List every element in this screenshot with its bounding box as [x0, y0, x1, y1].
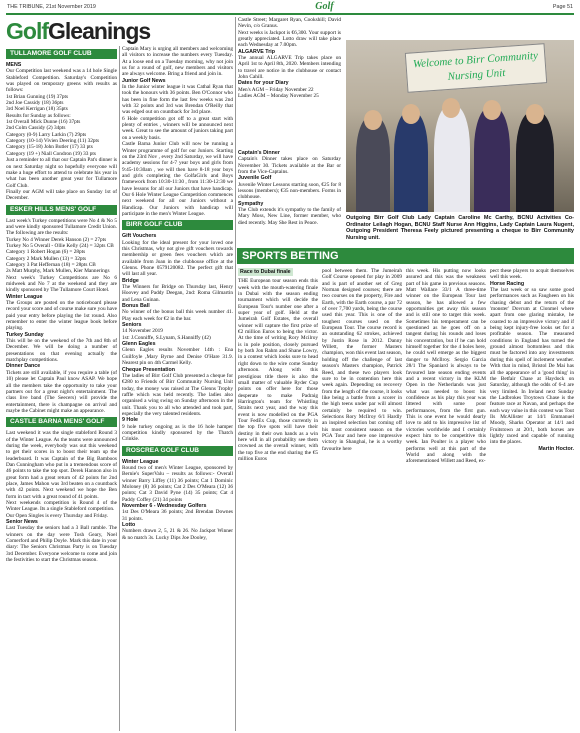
birr-band: BIRR GOLF CLUB: [122, 220, 233, 230]
paragraph: Category (0-9) Larry Larkin (7) 29pts: [6, 131, 87, 138]
subhead: Juvenile Golf: [238, 175, 272, 182]
paragraph: 1st Brian Gunning (19) 37pts: [6, 93, 69, 100]
sports-col-4: [490, 268, 574, 731]
paragraph: Last weekend it was the single stableford Round 3 of the Winter League. As the teams were announced during the week, everybody was out this weekend to get their scores in to boost their team up the leaderboard. It was Captain of the Big Bamboos Dan Cunningham who put in a tremendous score of 46 points to take the top spot. Derek Hannon also in great form had a great return of 42 points for 2nd place, James Mahon was 3rd beaten on a countback with 42 points. Next weekend we hope the Ben form in tact with a great round of 41 points.: [6, 430, 117, 500]
page-title: GolfGleanings: [6, 18, 151, 44]
paragraph: Category (19 +) Niall Condron (19) 33 pts: [6, 150, 96, 157]
paragraph: pool between them. The Jumeirah Golf Course opened for play in 2009 and is part of another set of Greg Norman designed courses; there are two courses on the property, Fire and Earth, with the Earth course, a par 72 of over 7,700 yards, being the course used this year. This is one of the toughest courses used on the European Tour. The course record is an outstanding 62 strokes, achieved by Justin Rose in 2012. Danny Willett, the former Masters champion, won this event last season, holding off the challenge of last season's Masters champion, Patrick Reed, and these two players look sure to be in contention here this week again. Depending on recovery from the length of the course, it looks like being a battle from a scorer in the high teens under par will almost certainly be required to win. Selections Rory McIlroy 6/1 Hardly an inspired selection but coming off his most consistent season on the PGA Tour and here one impressive victory in Shanghai, he is a worthy favourite here: [322, 268, 402, 452]
paragraph: Category 2 Mark Mullen (13) = 32pts: [6, 255, 87, 262]
subhead: Gift Vouchers: [122, 233, 157, 240]
paragraph: 1st: J.Conniffe, S.Lynam, S.Hanniffy (42): [122, 334, 211, 341]
page-header: [0, 0, 580, 13]
sports-col-1: [238, 268, 318, 731]
paragraph: pect these players to acquit themselves well this week.: [490, 268, 574, 281]
subhead: Winter League: [122, 458, 159, 465]
header-rule: [6, 13, 574, 15]
subhead: 9 Hole: [122, 417, 138, 424]
roscrea-band: ROSCREA GOLF CLUB: [122, 446, 233, 456]
column-1: [6, 46, 117, 731]
paragraph: Castle Barna Junior Club will now be running a Winter programme of golf for our Juniors. Starting on the 23rd Nov , every 2nd Saturday, we will have academy sessions for 4-7 year boys and girls from 9:45-10:30am , we will then have 8-18 year boys and girls completing the GolfaGirls and Boys framework from 10:30-11:30 , from 11:30-12:30 we have lessons for all our Juniors that have handicap. Our 6 Hole Winter League Competition commences next weekend for all our Juniors without a Handicap. Our Juniors with handicap will participate in the men's Winter League.: [122, 141, 233, 217]
sports-col-3: [406, 268, 486, 731]
subhead: November 6 - Wednesday Golfers: [122, 503, 207, 510]
subhead: Junior Golf News: [122, 77, 166, 84]
paragraph: Just a reminder to all that our Captain Pat's dinner is on next Saturday night so hopefully everyone will make a huge effort to attend to celebrate his year in what has been another great year for Tullamore Golf Club.: [6, 157, 117, 189]
paragraph: Round two of men's Winter League, sponsored by Bernie's SuperValu – results as follows:- Overall winner Barry Liffey (11) 36 points; Cat 1 Dominic Moloney (8) 36 points; Cat 2 Des O'Meara (12) 36 points; Cat 3 David Pyne (14) 35 points; Cat 4 Paddy Coffey (21) 34 points: [122, 464, 233, 503]
paragraph: 2nd Joe Cassidy (18) 36pts: [6, 100, 64, 107]
paragraph: 2s Matt Murphy, Mark Mullen, Kier Mannerings: [6, 268, 110, 275]
subhead: Senior News: [6, 519, 38, 526]
header-left: THE TRIBUNE, 21st November 2019: [7, 3, 96, 10]
photo-banner: Welcome to Birr Community Nursing Unit: [405, 43, 547, 93]
paragraph: Next weeks is Jackpot is €6,300. Your support is greatly appreciated. Lotto draw will take place each Wednesday at 7.00pm.: [238, 29, 341, 49]
subhead: Glenn Eagles: [122, 341, 156, 348]
author-byline: Martin Hoctor.: [538, 445, 574, 452]
paragraph: Glenn Eagles results November 14th : Ena Guilfoyle ,Mary Byrne and Denise O'Hare 31.9. Nearest pin on 4th Carmel Kelly.: [122, 347, 233, 367]
subhead: Dates for your Diary: [238, 80, 289, 87]
photo-caption: Outgoing Birr Golf Club Lady Captain Caroline Mc Carthy, BCNU Activities Co-Ordinator Leilagh Hogan, BCNU Staff Nurse Ann Higgins, Lady Captain Laura Nugent, Outgoing President Theresa Feely pictured presenting a cheque to Birr Community Nursing unit.: [346, 215, 574, 241]
column-4-text: [346, 17, 574, 39]
section-name: Golf: [315, 1, 334, 12]
paragraph: Next week's Turkey Competitions are No 6 midweek and No 7 at the weekend and they are kindly sponsored by The Tullamore Court Hotel.: [6, 274, 117, 294]
paragraph: 6 Hole competition got off to a great start with plenty of entries , winners will be announced next week. Great to see the amount of juniors taking part on a weekly basis.: [122, 115, 233, 141]
tullamore-band: TULLAMORE GOLF CLUB: [6, 49, 117, 59]
paragraph: 14 November 2019: [122, 328, 163, 335]
subhead: Race to Dubai finale: [240, 269, 291, 275]
paragraph: Looking for the ideal present for your loved one this Christmas, why not give gift vouchers towards membership or green fees vouchers which are available from Joan in the clubhouse office at the Glenns. Phone 0579120082. The perfect gift that will last all year.: [122, 239, 233, 278]
paragraph: The ladies of Birr Golf Club presented a cheque for €280 to Friends of Birr Community Nursing Unit today, the money was raised at The Glenns Trophy raffle which was held recently. The ladies also organised a wing swing on Sunday afternoon in the unit. Thank you to all who attended and took part, especially the very talented residents.: [122, 372, 233, 417]
sports-col-2: [322, 268, 402, 731]
esker-body: [6, 218, 117, 294]
paragraph: Men's AGM – Friday November 22: [238, 86, 314, 93]
paragraph: In the Junior winter league it was Cathal Ryan that took the honours with 36 points. Ben O'Connor who has been in fine form the last few weeks was 2nd with 32 points and 3rd was Brendan O'Reilly that was edged out on countback for 3rd place.: [122, 84, 233, 116]
paragraph: MENS: [6, 62, 22, 68]
subhead: Turkey Sunday: [6, 331, 44, 338]
paragraph: The Winners for Bridge on Thursday last, Henry Hoovey and Paddy Deegan, 2nd: Roma Gilmartin and Lena Guinan.: [122, 284, 233, 303]
paragraph: THE European tour season ends this week with the mouth-watering finale in Dubai with the season ending tournament which will decide the European Tour's number one after a super year of golf. Held at the Jumeirah Golf Estates, the overall winner will capture the first prize of €2 million Euros to being the victor. At the time of writing Rory Mcilroy is in pole position, closely pursued by both Jon Rahm and Shane Lowry, in a contest which looks sure to head right down to the wire come Sunday afternoon. Along with this prestigious title there is also the small matter of valuable Ryder Cup points on offer here for those desperate to make Padraig Harrington's team for Whistling Straits next year, and the way this event is now modelled on the PGA Tour FedEx Cup, those currently in the top five spots will have their destiny in their own hands as a win here will in all probability see them crowned as the overall winner, with the top five at the end sharing the €5 million Euros: [238, 278, 318, 462]
subhead: ALGARVE Trip: [238, 48, 275, 55]
paragraph: Our Open Singles is every Thursday and Friday.: [6, 512, 109, 519]
paragraph: Results for Sunday as follows:: [6, 112, 71, 119]
paragraph: Our Competition last weekend was a 14 hole Single Stableford Competition. Saturday's Competition was played on temporary greens with results as follows:: [6, 68, 117, 94]
subhead: Seniors: [122, 322, 142, 329]
paragraph: 2nd Colm Cassidy (2) 34pts: [6, 125, 66, 132]
paragraph: Category (15-18) John Butler (17) 33 pts: [6, 144, 93, 151]
esker-band: ESKER HILLS MENS' GOLF: [6, 205, 117, 215]
paragraph: The last week or so saw some good performances such as Faugheen on his chasing debut and the return of the 'monster' Dovrum at Clonmel where apart from one glaring mistake, he coasted to an impressive victory and if being kept injury-free looks set for a profitable season. The measured conditions in England has turned the ground almost bottomless and this must be factored into any investments during this spell of inclement weather. With that in mind, Bristol De Mai has all the appearance of a 'good thing' in the Betfair Chase at Haydock on Saturday, although the odds of 6-4 are very limited. In Ireland next Sunday the Ladbrokes Troytown Chase is the feature race at Navan, and perhaps the each way value in this contest was Tout Ils McAllister at 14/1 Emmanuel Moody, Sharks Operator at 14/1 and Fruitstown at 20/1, both horses are lightly raced and capable of running into the places.: [490, 287, 574, 446]
paragraph: Finally our AGM will take place on Sunday 1st of December.: [6, 188, 117, 202]
subhead: Captain's Dinner: [238, 150, 280, 156]
column-club-notes: [238, 150, 341, 245]
paragraph: Last week's Turkey competitions were No 4 & No 5 and were kindly sponsored Tullamore Credit Union. The following are the results:: [6, 217, 117, 237]
subhead: Cheque Presentation: [122, 366, 175, 373]
subhead: Winter League: [6, 293, 43, 300]
paragraph: The annual ALGARVE Trip takes place on April 1st to April 8th, 2020. Members intending to travel are notice in the clubhouse or contact John Cahill.: [238, 55, 341, 81]
paragraph: Turkey No 4 Winner Derek Hanson (2) = 27pts: [6, 236, 107, 243]
divider: [235, 17, 236, 731]
paragraph: Juvenile Winter Lessons starting soon, €25 for 8 lessons (members); €35 non-members. Forms in clubhouse.: [238, 181, 341, 201]
subhead: Dinner Dance: [6, 363, 41, 370]
subhead: Bonus Ball: [122, 303, 150, 310]
paragraph: This will be on the weekend of the 7th and 8th of December. We will be doing a number of presentations on that evening actually the matchplay competitions.: [6, 338, 117, 364]
paragraph: 1st Des O'Meara 36 points; 2nd Brendan Downes 31 points.: [122, 509, 233, 522]
paragraph: Castle Street; Margaret Ryan, Cookshill; David Nevin, c/o Granus.: [238, 17, 341, 30]
paragraph: Category 1 Robert Hogan (6) = 28pts: [6, 249, 86, 256]
subhead: Lotto: [122, 522, 136, 529]
column-2: [122, 46, 233, 731]
paragraph: Numbers drawn 2, 5, 21 & 26. No Jackpot Winner & no match 3s. Lucky Dips Joe Dooley,: [122, 528, 233, 541]
subhead: Bridge: [122, 277, 139, 284]
paragraph: this week. His putting now looks assured and this was the weakness part of his game in previous seasons. Matt Wallace 33/1 A three-time winner on the European Tour last season, he has allowed a few opportunities get away this season and is still one to target this week. Sometimes his temperament can be questioned as he goes off on a tangent during his rounds and loses his concentration, but if he can hold himself together for the 4 holes here, he could well emerge as the biggest danger to McIlroy. Sergio Garcia 28/1 The Spaniard is always to be favoured late season ending events and a recent victory in the KLM Open in the Netherlands was just what was needed to boost his confidence as his play this year was littered with some poor performances, from the first gun. This is one event he would dearly love to add to his impressive list of victories worldwide and I certainly expect him to be competitive this week. Ian Poulter is a player who performs well at this part of the World and along with the aforementioned Willett and Reed, ex-: [406, 268, 486, 465]
paragraph: Last Tuesday the seniors had a 3 Ball ramble. The winners on the day were Tosh Geary, Noel Comerford and Philip Doyle. Mark this date in your diary: The Seniors Christmas Party is on Tuesday 3rd December. Everyone welcome to come and join the festivities to start the Christmas season.: [6, 525, 117, 564]
paragraph: Tickets are still available, if you require a table (of 10) please let Captain Paul know ASAP. We hope all the members take the opportunity to take your partners out for a great night's entertainment. The class live band (The Seecers) will provide the entertainment, there is champagne on arrival and maybe the Cabinet might make an appearance.: [6, 369, 117, 414]
tullamore-body: [6, 62, 117, 202]
sports-betting-band: SPORTS BETTING: [237, 248, 574, 264]
paragraph: Category (10-14) Vivien Deering (11) 32pts: [6, 138, 100, 145]
divider: [119, 46, 120, 731]
paragraph: Captain Mary is urging all members and welcoming all visitors to increase the numbers every Tuesday. At a loose end on a Tuesday morning, why not join us for a round of golf, new members and visitors are always welcome. Bring a friend and join in.: [122, 46, 233, 78]
subhead: Sympathy: [238, 200, 264, 207]
paragraph: Next weekends competition is Round 4 of the Winter League. Its a single Stableford competition.: [6, 500, 117, 513]
paragraph: Captain's Dinner takes place on Saturday November 30. Tickets available at the Bar or from the Vice-Captains.: [238, 156, 341, 176]
paragraph: No winner of the bonus ball this week number 41. Play each week for €2 in the bar.: [122, 309, 233, 322]
paragraph: 9 hole turkey ongoing as is the 16 hole hamper competition kindly sponsored by the Thatch Crinkle.: [122, 423, 233, 443]
presentation-photo: [346, 40, 574, 212]
paragraph: The Groups are posted on the noticeboard please record your score and of course make sure you have paid your entry before playing the 1st round. Also remember to enter the winter league book before playing.: [6, 300, 117, 332]
paragraph: Ladies AGM – Monday November 25: [238, 93, 319, 100]
paragraph: 3rd Noel Kerrigan (18) 35pts: [6, 106, 68, 113]
page-number: Page 51: [552, 3, 573, 10]
paragraph: The Club extends it's sympathy to the family of Mary Moss, New Line, former member, who died recently. May She Rest in Peace.: [238, 207, 341, 226]
barna-band: CASTLE BARNA MENS' GOLF: [6, 417, 117, 427]
paragraph: Category 3 Pat Heffernan (18) = 28pts CB: [6, 261, 96, 268]
paragraph: 1st Overall Mick Dunne (16) 37pts: [6, 119, 81, 126]
paragraph: Turkey No 5 Overall - Ollie Kelly (24) = 32pts CB: [6, 242, 114, 249]
subhead: Horse Racing: [490, 280, 525, 287]
